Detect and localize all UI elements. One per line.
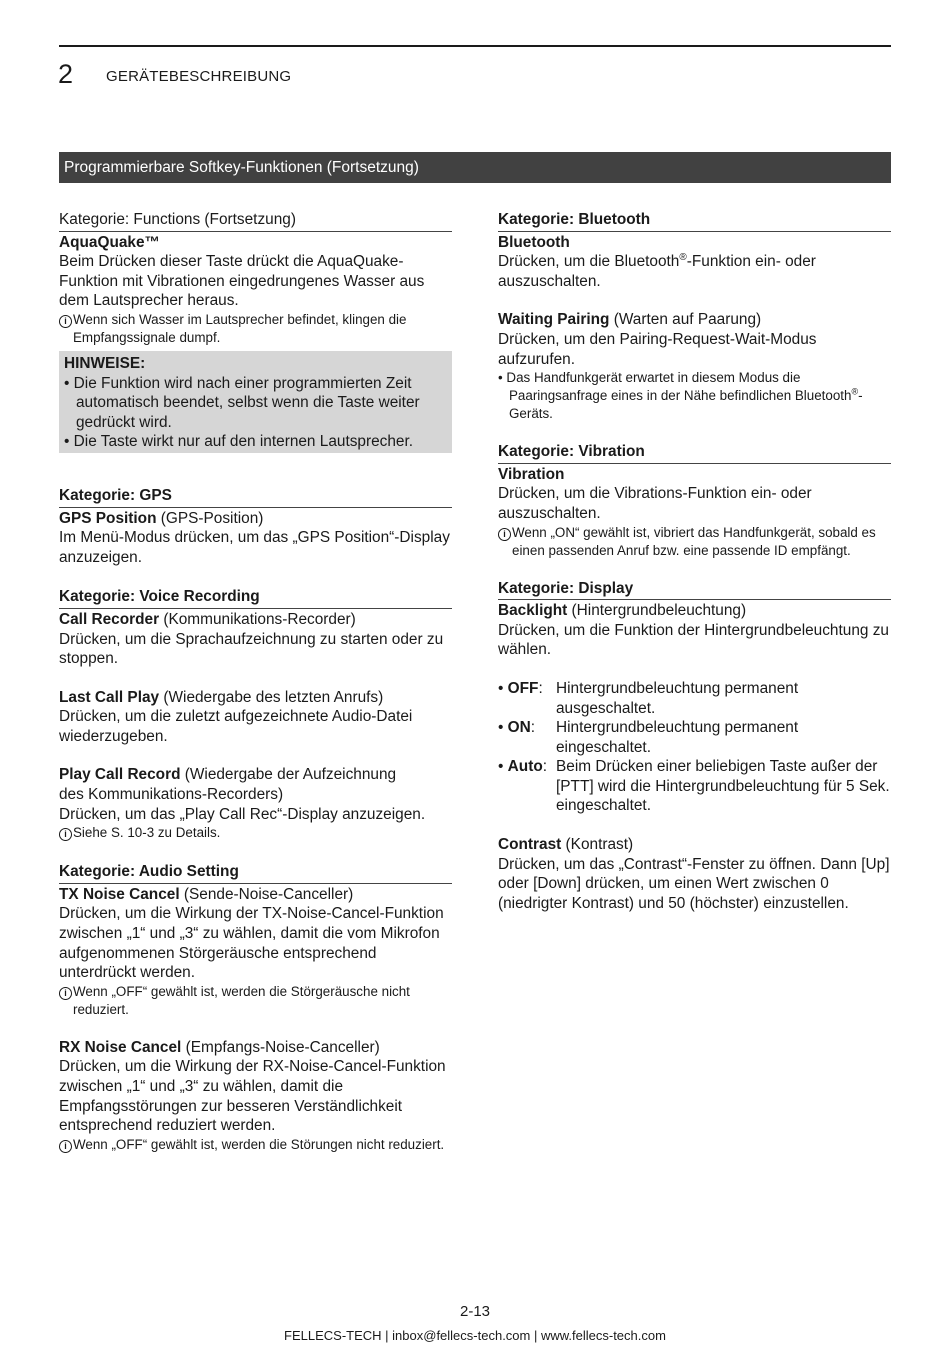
category-functions-heading: Kategorie: Functions (Fortsetzung) xyxy=(59,210,452,232)
play-call-record-note: i Siehe S. 10-3 zu Details. xyxy=(59,824,452,842)
category-bluetooth-heading: Kategorie: Bluetooth xyxy=(498,210,891,232)
left-column xyxy=(59,210,452,1154)
category-display-heading: Kategorie: Display xyxy=(498,579,891,601)
backlight-heading: Backlight (Hintergrundbeleuchtung) xyxy=(498,602,747,620)
tx-noise-cancel-note: i Wenn „OFF“ gewählt ist, werden die Störgeräusche nicht reduziert. xyxy=(59,983,452,1019)
footer-contact: FELLECS-TECH | inbox@fellecs-tech.com | www.fellecs-tech.com xyxy=(284,1328,666,1343)
vibration-note: i Wenn „ON“ gewählt ist, vibriert das Handfunkgerät, sobald es einen passenden Anruf bzw. eine passende ID empfängt. xyxy=(498,524,891,560)
aquaquake-title: AquaQuake™ xyxy=(59,233,160,251)
rx-noise-cancel-description: Drücken, um die Wirkung der RX-Noise-Cancel-Funktion zwischen „1“ und „3“ zu wählen, damit die Empfangsstörungen zur besseren Verständlichkeit entsprechend reduziert werden. xyxy=(59,1058,446,1135)
backlight-option-auto: • Auto: Beim Drücken einer beliebigen Taste außer der [PTT] wird die Hintergrundbeleuchtung für 5 Sek. eingeschaltet. xyxy=(498,758,890,815)
play-call-record-heading: Play Call Record (Wiedergabe der Aufzeichnung des Kommunikations-Recorders) xyxy=(59,766,397,804)
bluetooth-title: Bluetooth xyxy=(498,233,570,251)
last-call-play-description: Drücken, um die zuletzt aufgezeichnete Audio-Datei wiederzugeben. xyxy=(59,708,413,745)
category-audio-setting-heading: Kategorie: Audio Setting xyxy=(59,862,452,884)
contrast-description: Drücken, um das „Contrast“-Fenster zu öffnen. Dann [Up] oder [Down] drücken, um einen Wert zwischen 0 (niedrigter Kontrast) und 50 (höchster) einzustellen. xyxy=(498,855,890,912)
hinweise-item: • Die Taste wirkt nur auf den internen Lautsprecher. xyxy=(64,433,414,451)
category-gps-heading: Kategorie: GPS xyxy=(59,486,452,508)
page-number: 2-13 xyxy=(459,1303,491,1320)
hinweise-item: • Die Funktion wird nach einer programmierten Zeit automatisch beendet, selbst wenn die Taste weiter gedrückt wird. xyxy=(64,374,420,431)
last-call-play-heading: Last Call Play (Wiedergabe des letzten Anrufs) xyxy=(59,688,384,706)
aquaquake-note: i Wenn sich Wasser im Lautsprecher befindet, klingen die Empfangssignale dumpf. xyxy=(59,311,452,347)
top-rule xyxy=(59,45,891,47)
gps-position-description: Im Menü-Modus drücken, um das „GPS Position“-Display anzuzeigen. xyxy=(59,529,450,566)
tx-noise-cancel-description: Drücken, um die Wirkung der TX-Noise-Cancel-Funktion zwischen „1“ und „3“ zu wählen, damit die vom Mikrofon aufgenommenen Störgeräusche entsprechend unterdrückt werden. xyxy=(59,905,444,982)
hinweise-box xyxy=(59,351,452,453)
rx-noise-cancel-heading: RX Noise Cancel (Empfangs-Noise-Canceller) xyxy=(59,1038,380,1056)
tx-noise-cancel-heading: TX Noise Cancel (Sende-Noise-Canceller) xyxy=(59,885,354,903)
info-icon: i xyxy=(498,528,511,541)
hinweise-title: HINWEISE: xyxy=(64,354,146,372)
backlight-description: Drücken, um die Funktion der Hintergrundbeleuchtung zu wählen. xyxy=(498,621,889,659)
info-icon: i xyxy=(59,987,72,1000)
bluetooth-description: Drücken, um die Bluetooth®-Funktion ein- oder auszuschalten. xyxy=(498,252,816,290)
category-vibration-heading: Kategorie: Vibration xyxy=(498,442,891,464)
gps-position-heading: GPS Position (GPS-Position) xyxy=(59,509,264,527)
aquaquake-description: Beim Drücken dieser Taste drückt die AquaQuake-Funktion mit Vibrationen eingedrungenes Wasser aus dem Lautsprecher heraus. xyxy=(59,253,425,310)
play-call-record-description: Drücken, um das „Play Call Rec“-Display anzuzeigen. xyxy=(59,805,426,823)
info-icon: i xyxy=(59,315,72,328)
info-icon: i xyxy=(59,1140,72,1153)
contrast-heading: Contrast (Kontrast) xyxy=(498,836,634,854)
backlight-option-on: • ON: Hintergrundbeleuchtung permanent eingeschaltet. xyxy=(498,719,799,756)
category-voice-recording-heading: Kategorie: Voice Recording xyxy=(59,587,452,609)
chapter-title: GERÄTEBESCHREIBUNG xyxy=(106,68,292,85)
vibration-description: Drücken, um die Vibrations-Funktion ein- oder auszuschalten. xyxy=(498,485,812,522)
rx-noise-cancel-note: i Wenn „OFF“ gewählt ist, werden die Störungen nicht reduziert. xyxy=(59,1136,452,1154)
info-icon: i xyxy=(59,828,72,841)
backlight-option-off: • OFF: Hintergrundbeleuchtung permanent ausgeschaltet. xyxy=(498,679,799,717)
chapter-number: 2 xyxy=(58,59,74,89)
waiting-pairing-note: • Das Handfunkgerät erwartet in diesem Modus die Paaringsanfrage eines in der Nähe befindlichen Bluetooth®-Geräts. xyxy=(498,370,863,422)
right-column xyxy=(498,210,891,913)
waiting-pairing-heading: Waiting Pairing (Warten auf Paarung) xyxy=(498,311,762,329)
section-banner: Programmierbare Softkey-Funktionen (Fortsetzung) xyxy=(59,152,891,183)
call-recorder-description: Drücken, um die Sprachaufzeichnung zu starten oder zu stoppen. xyxy=(59,630,444,668)
call-recorder-heading: Call Recorder (Kommunikations-Recorder) xyxy=(59,610,356,628)
waiting-pairing-description: Drücken, um den Pairing-Request-Wait-Modus aufzurufen. xyxy=(498,330,817,368)
vibration-title: Vibration xyxy=(498,465,565,483)
